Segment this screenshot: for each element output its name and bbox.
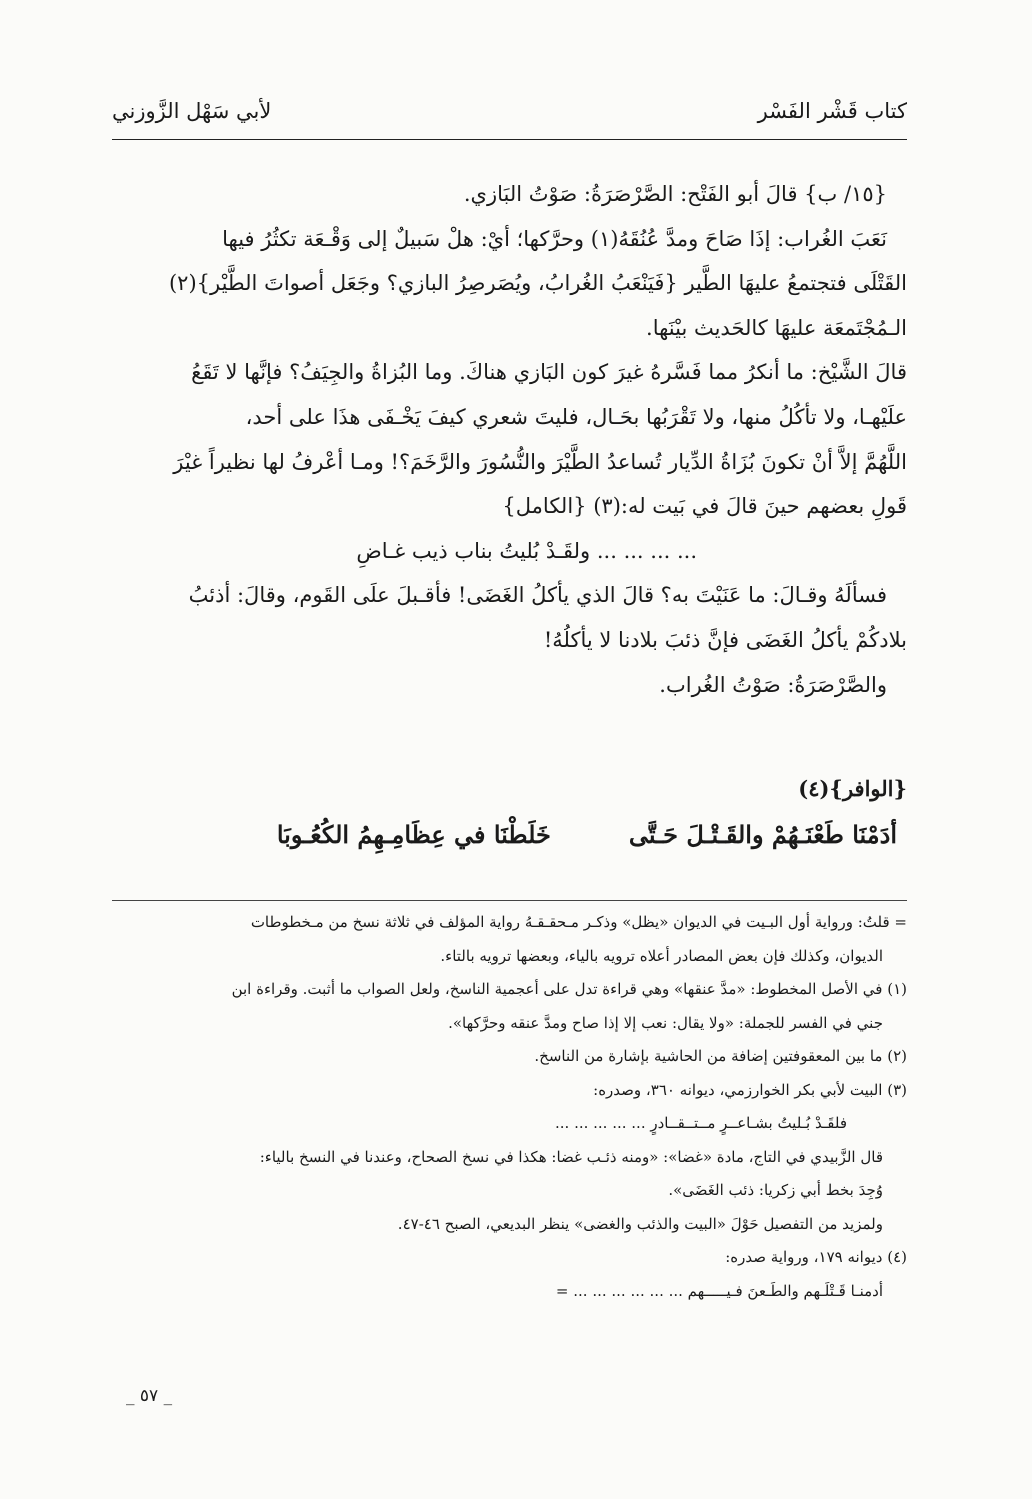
- text-line: بلادكُمْ يأكلُ الغَضَى فإنَّ ذئبَ بلادنا لا يأكلُهُ!: [543, 627, 907, 652]
- verse-first-hemistich: أدَمْنَا طَعْنَـهُمْ والقَـتْـلَ حَـتَّى: [628, 819, 897, 849]
- footnote-line: (٢) ما بين المعقوفتين إضافة من الحاشية بإشارة من الناسخ.: [534, 1047, 907, 1065]
- footnote-line: جني في الفسر للجملة: «ولا يقال: نعب إلا إذا صاح ومدَّ عنقه وحرَّكها».: [448, 1013, 883, 1032]
- text-line: {١٥/ ب} قالَ أبو الفَتْح: الصَّرْصَرَةُ: صَوْتُ البَازي.: [463, 182, 887, 206]
- footnote-line: الديوان، وكذلك فإن بعض المصادر أعلاه ترويه بالياء، وبعضها ترويه بالتاء.: [440, 946, 883, 965]
- text-line: نَعَبَ الغُراب: إذَا صَاحَ ومدَّ عُنُقَهُ(١) وحرَّكها؛ أيْ: هلْ سَبيلٌ إلى وَقْـعَة تكثُرُ فيها: [222, 226, 887, 251]
- text-line: علَيْهـا، ولا تأكُلُ منها، ولا تَقْرَبُها بحَـال، فليتَ شعري كيفَ يَخْـفَى هذَا على أحد،: [245, 404, 907, 429]
- footnote-line: (٤) ديوانه ١٧٩، ورواية صدره:: [725, 1248, 907, 1266]
- text-line: القَتْلَى فتجتمعُ عليهَا الطَّير {فَيَنْعَبُ الغُرابُ، ويُصَرصِرُ البازي؟ وجَعَل أصواتَ الطَّيْر}(٢): [168, 271, 907, 296]
- footnote-line: قال الزَّبيدي في التاج، مادة «غضا»: «ومنه ذئـب غضا: هكذا في نسخ الصحاح، وعندنا في النسخ بالياء:: [259, 1147, 883, 1166]
- footnotes: [112, 906, 907, 1308]
- footnote-line: (٣) البيت لأبي بكر الخوارزمي، ديوانه ٣٦٠، وصدره:: [593, 1080, 907, 1099]
- footnote-line: (١) في الأصل المخطوط: «مدَّ عنقها» وهي قراءة تدل على أعجمية الناسخ، ولعل الصواب ما أثبت. وقراءة ابن: [231, 980, 907, 998]
- text-line: قَولِ بعضهم حينَ قالَ في بَيت له:(٣) {الكامل}: [502, 494, 907, 519]
- footnote-verse: فلقَـدْ بُـليتُ بشـاعــرٍ مــتــقــادرٍ ... ... ... ... ...: [555, 1114, 847, 1132]
- running-header: [112, 95, 907, 140]
- text-line: قالَ الشَّيْخ: ما أنكرُ مما فَسَّرهُ غيرَ كون البَازي هناكَ. وما البُزاةُ والجِيَفُ؟ فإنَّها لا تَقَعُ: [191, 360, 907, 385]
- page-number: _ ٥٧ _: [126, 1386, 173, 1406]
- text-line: فسألَهُ وقـالَ: ما عَنَيْتَ به؟ قالَ الذي يأكلُ الغَضَى! فأقـبلَ علَى القَوم، وقالَ: أذئبُ: [188, 583, 887, 608]
- footnote-line: وُجِدَ بخط أبي زكريا: ذئب الغَضَى».: [668, 1181, 883, 1199]
- author-name: لأبي سَهْل الزَّوزني: [112, 99, 272, 123]
- text-line: اللَّهُمَّ إلاَّ أنْ تكونَ بُزَاةُ الدِّيار تُساعدُ الطَّيْرَ والنُّسُورَ والرَّخَمَ؟! ومـا أعْرفُ لها نظيراً غيْرَ: [173, 449, 907, 474]
- book-title: كتاب قَشْر الفَسْر: [757, 99, 907, 123]
- footnote-verse: أدمنـا قَـتْلَـهم والطَـعنَ فـيـــــهم ... ... ... ... ... ... =: [555, 1281, 883, 1300]
- text-line: والصَّرْصَرَةُ: صَوْتُ الغُراب.: [659, 672, 887, 697]
- text-line: الـمُجْتَمعَة عليهَا كالحَديث بيْنَها.: [646, 315, 907, 340]
- meter-label: {الوافر}(٤): [798, 776, 907, 802]
- footnote-line: = قلتُ: ورواية أول البـيت في الديوان «يظل» وذكـر مـحقـقـهُ رواية المؤلف في ثلاثة نسخ من مـخطوطات: [250, 913, 907, 931]
- verse-line: ... ... ... ... ولقَـدْ بُليتُ بناب ذيب غـاضِ: [356, 538, 697, 563]
- footnote-divider: [112, 900, 907, 901]
- verse-second-hemistich: خَلَطْنَا في عِظَامِـهِمُ الكُعُـوبَا: [276, 819, 551, 849]
- main-text: [112, 172, 907, 858]
- footnote-line: ولمزيد من التفصيل حَوْلَ «البيت والذئب والغضى» ينظر البديعي، الصبح ٤٦-٤٧.: [397, 1214, 883, 1233]
- poem-verse: [112, 812, 907, 858]
